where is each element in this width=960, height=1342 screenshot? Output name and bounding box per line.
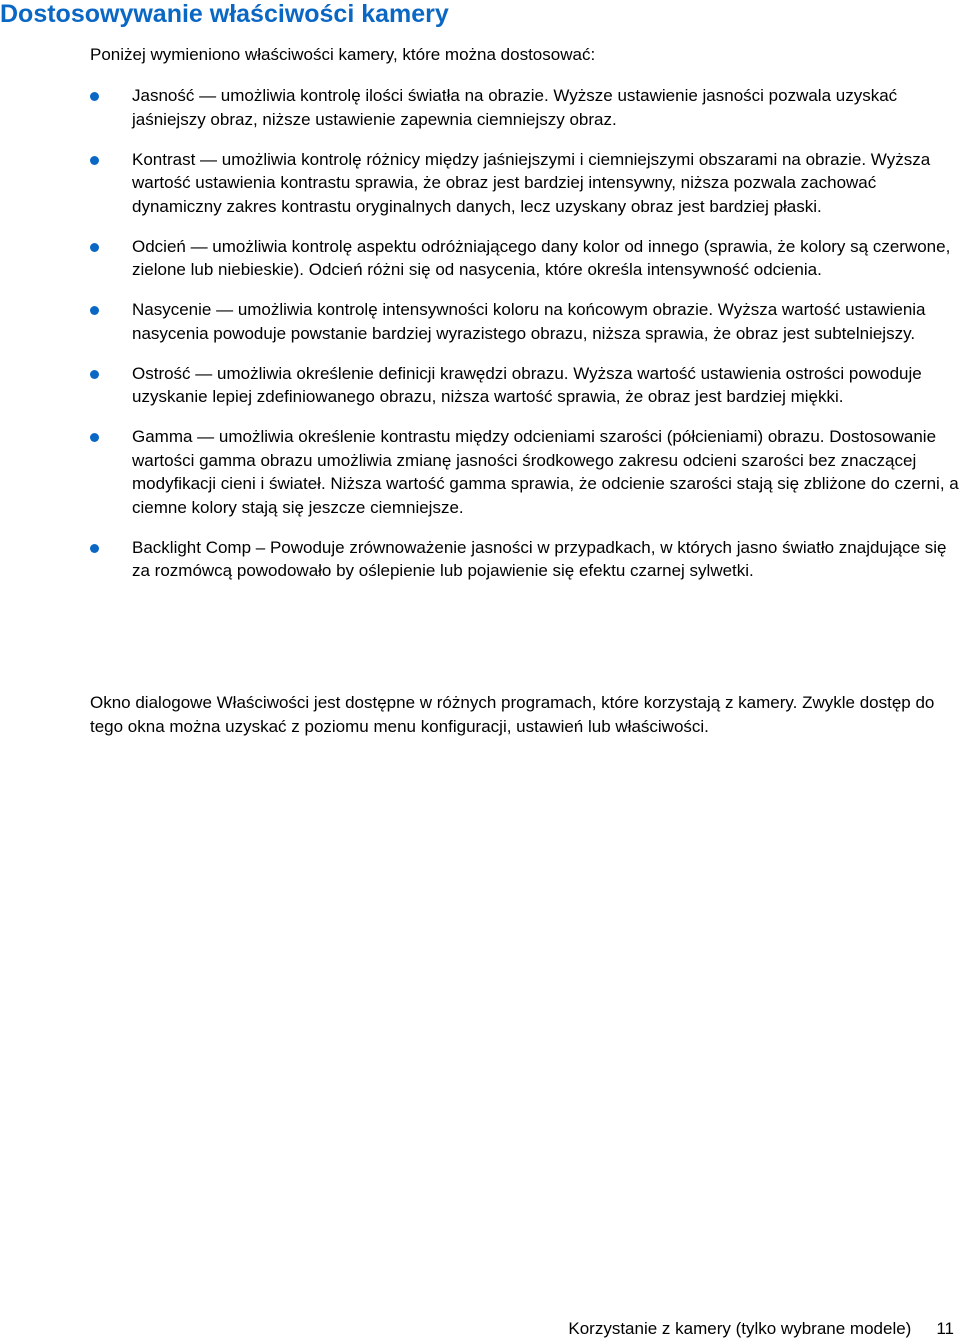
bullet-dot-icon <box>90 156 99 165</box>
bullet-dot-icon <box>90 433 99 442</box>
list-item-text: Nasycenie — umożliwia kontrolę intensywności koloru na końcowym obrazie. Wyższa wartość ustawienia nasycenia powoduje powstanie bardziej wyrazistego obrazu, niższa sprawia, że obraz jest subtelniejszy. <box>132 300 926 343</box>
list-item-saturation <box>0 298 960 345</box>
list-item-text: Gamma — umożliwia określenie kontrastu między odcieniami szarości (półcieniami) obrazu. Dostosowanie wartości gamma obrazu umożliwia zmianę jasności środkowego zakresu odcieni szarości bez znaczącej modyfikacji cieni i świateł. Niższa wartość gamma sprawia, że odcienie szarości stają się zbliżone do czerni, a ciemne kolory stają się jeszcze ciemniejsze. <box>132 427 959 517</box>
page-footer <box>568 1318 954 1340</box>
list-item-gamma <box>0 425 960 519</box>
list-item-text: Ostrość — umożliwia określenie definicji krawędzi obrazu. Wyższa wartość ustawienia ostrości powoduje uzyskanie lepiej zdefiniowanego obrazu, niższa wartość sprawia, że obraz jest bardziej miękki. <box>132 363 922 406</box>
list-item-backlight-comp <box>0 536 960 583</box>
list-item-hue <box>0 235 960 282</box>
list-item-text: Kontrast — umożliwia kontrolę różnicy między jaśniejszymi i ciemniejszymi obszarami na obrazie. Wyższa wartość ustawienia kontrastu sprawia, że obraz jest bardziej intensywny, niższa pozwala zachować dynamiczny zakres kontrastu oryginalnych danych, lecz uzyskany obraz jest bardziej płaski. <box>132 149 931 216</box>
intro-paragraph: Poniżej wymieniono właściwości kamery, które można dostosować: <box>90 45 596 64</box>
closing-paragraph: Okno dialogowe Właściwości jest dostępne w różnych programach, które korzystają z kamery. Zwykle dostęp do tego okna można uzyskać z poziomu menu konfiguracji, ustawień lub właściwości. <box>90 693 935 736</box>
camera-properties-list <box>0 84 960 599</box>
bullet-dot-icon <box>90 544 99 553</box>
list-item-text: Jasność — umożliwia kontrolę ilości światła na obrazie. Wyższe ustawienie jasności pozwala uzyskać jaśniejszy obraz, niższe ustawienie zapewnia ciemniejszy obraz. <box>132 86 898 129</box>
page-number: 11 <box>936 1319 954 1338</box>
list-item-text: Backlight Comp – Powoduje zrównoważenie jasności w przypadkach, w których jasno światło znajdujące się za rozmówcą powodowało by oślepienie lub pojawienie się efektu czarnej sylwetki. <box>132 537 947 580</box>
footer-section-title: Korzystanie z kamery (tylko wybrane modele) <box>568 1319 912 1338</box>
list-item-brightness <box>0 84 960 131</box>
bullet-dot-icon <box>90 306 99 315</box>
list-item-text: Odcień — umożliwia kontrolę aspektu odróżniającego dany kolor od innego (sprawia, że kolory są czerwone, zielone lub niebieskie). Odcień różni się od nasycenia, które określa intensywność odcienia. <box>132 236 951 279</box>
list-item-sharpness <box>0 362 960 409</box>
bullet-dot-icon <box>90 92 99 101</box>
page-title: Dostosowywanie właściwości kamery <box>0 0 449 28</box>
bullet-dot-icon <box>90 370 99 379</box>
list-item-contrast <box>0 148 960 219</box>
bullet-dot-icon <box>90 243 99 252</box>
